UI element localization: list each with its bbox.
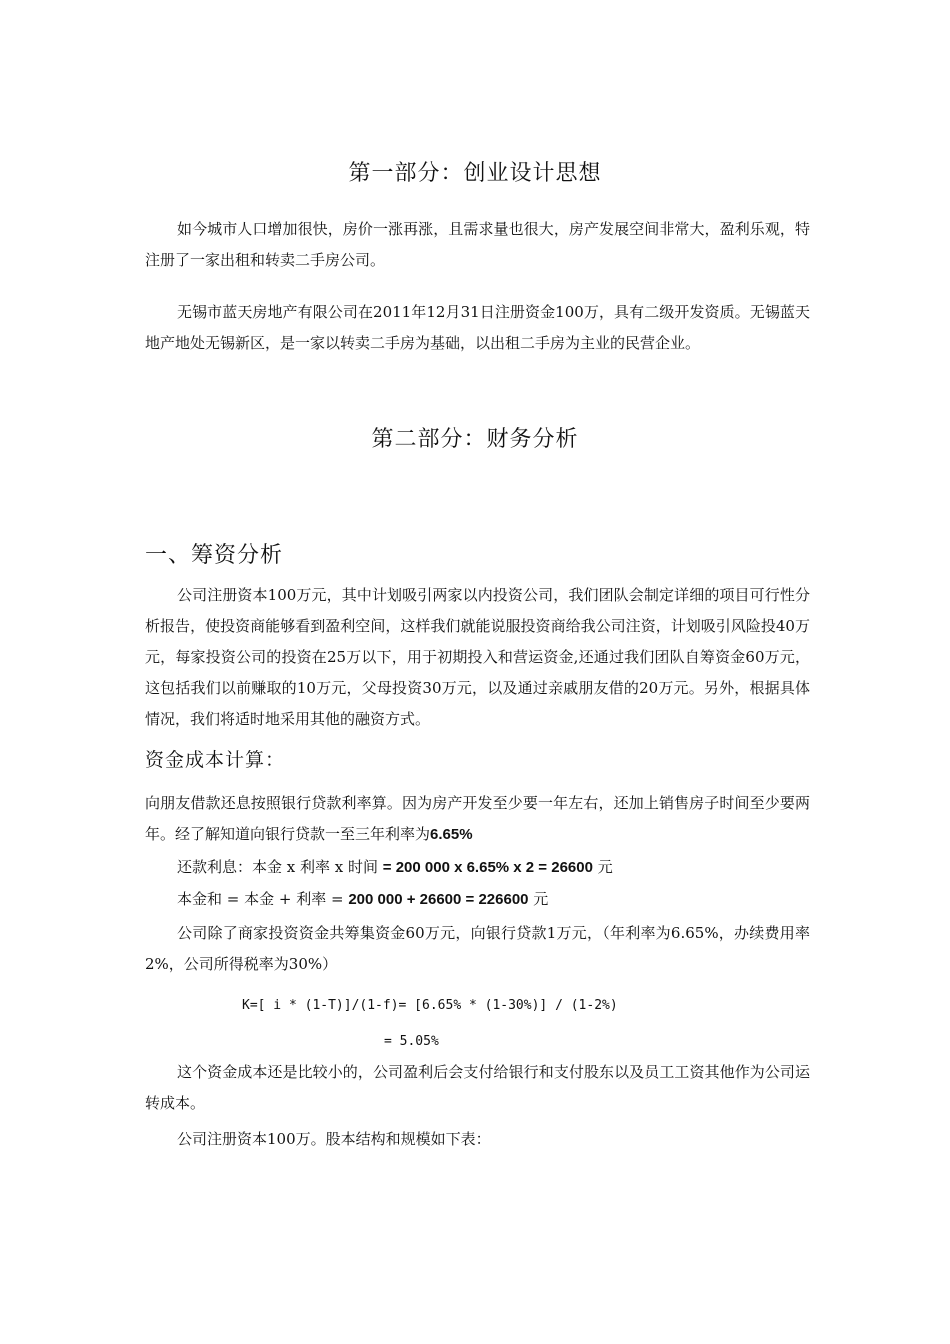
cost-paragraph-4: 公司注册资本100万。股本结构和规模如下表： (177, 1130, 491, 1148)
loan-rate: 6.65% (430, 826, 473, 843)
sum-formula: 200 000 + 26600 = 226600 (348, 891, 529, 908)
part1-paragraph-1: 如今城市人口增加很快，房价一涨再涨，且需求量也很大，房产发展空间非常大，盈利乐观，特注册了一家出租和转卖二手房公司。 (145, 220, 810, 269)
cost-heading: 资金成本计算： (145, 749, 286, 771)
cost-formula: K=[ i * (1-T)]/(1-f)= [6.65% * (1-30%)] / (1-2%) (242, 998, 618, 1013)
cost-formula-result: = 5.05% (384, 1034, 439, 1049)
sum-unit: 元 (528, 890, 549, 908)
part2-title: 第二部分：财务分析 (371, 427, 579, 452)
interest-formula: = 200 000 x 6.65% x 2 = 26600 (382, 859, 593, 876)
cost-paragraph-3: 这个资金成本还是比较小的，公司盈利后会支付给银行和支付股东以及员工工资其他作为公司运转成本。 (145, 1063, 810, 1112)
cost-paragraph-1-text: 向朋友借款还息按照银行贷款利率算。因为房产开发至少要一年左右，还加上销售房子时间至少要两年。经了解知道向银行贷款一至三年利率为 (145, 794, 810, 843)
part1-title: 第一部分：创业设计思想 (348, 161, 602, 186)
financing-heading: 一、筹资分析 (145, 543, 284, 568)
cost-paragraph-1 (145, 788, 810, 850)
interest-label: 还款利息：本金 x 利率 x 时间 (177, 858, 383, 876)
sum-label: 本金和 = 本金 + 利率 = (177, 890, 349, 908)
interest-line (177, 857, 613, 878)
cost-paragraph-2: 公司除了商家投资资金共筹集资金60万元，向银行贷款1万元，（年利率为6.65%，办续费用率2%，公司所得税率为30%） (145, 924, 810, 973)
interest-unit: 元 (592, 858, 613, 876)
part1-paragraph-2: 无锡市蓝天房地产有限公司在2011年12月31日注册资金100万，具有二级开发资质。无锡蓝天地产地处无锡新区，是一家以转卖二手房为基础，以出租二手房为主业的民营企业。 (145, 303, 810, 352)
principal-sum-line (177, 889, 548, 910)
financing-paragraph: 公司注册资本100万元，其中计划吸引两家以内投资公司，我们团队会制定详细的项目可行性分析报告，使投资商能够看到盈利空间，这样我们就能说服投资商给我公司注资，计划吸引风险投40万元，每家投资公司的投资在25万以下，用于初期投入和营运资金,还通过我们团队自筹资金60万元，这包括我们以前赚取的10万元，父母投资30万元，以及通过亲戚朋友借的20万元。另外，根据具体情况，我们将适时地采用其他的融资方式。 (145, 586, 810, 728)
